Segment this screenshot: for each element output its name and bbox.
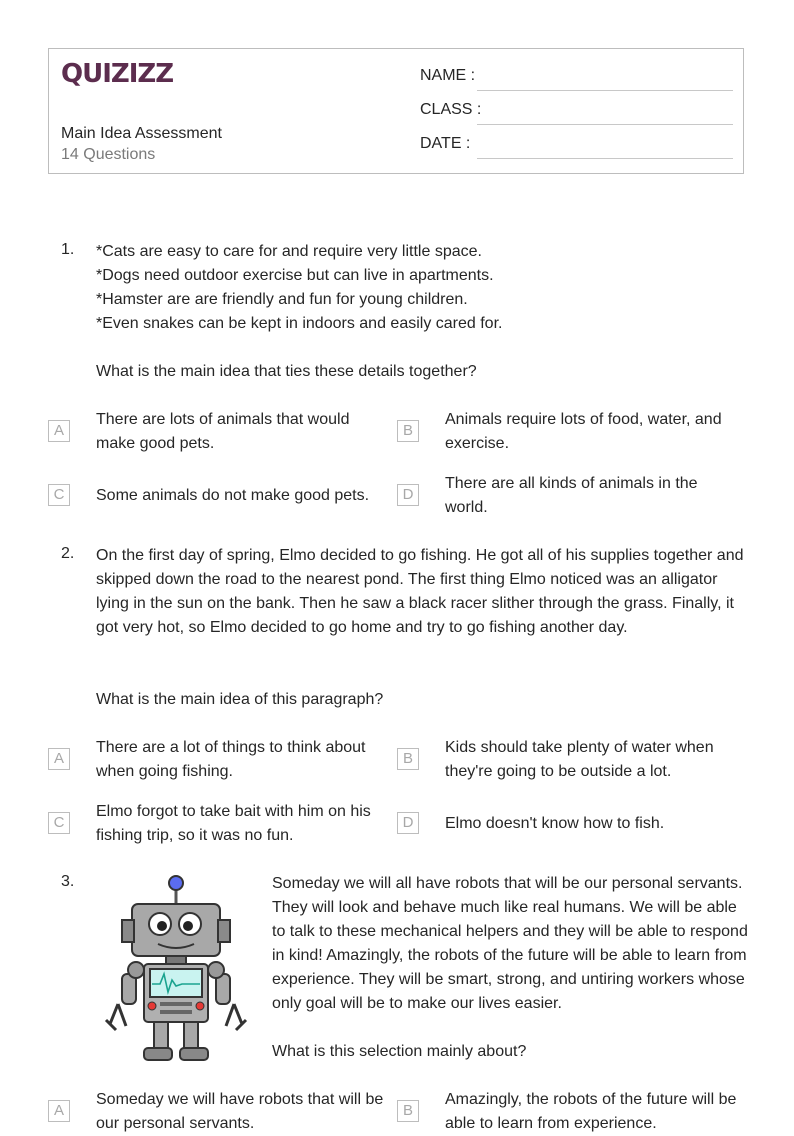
option-text[interactable]: Amazingly, the robots of the future will be able to learn from experience. (445, 1091, 737, 1132)
class-line[interactable] (477, 124, 733, 125)
option-letter-box[interactable]: A (48, 420, 70, 442)
question-number: 2. (61, 545, 75, 562)
worksheet-header (48, 48, 744, 174)
name-field[interactable] (420, 67, 733, 91)
robot-image (96, 874, 256, 1064)
option-text[interactable]: Animals require lots of food, water, and exercise. (445, 411, 722, 452)
option-text[interactable]: Kids should take plenty of water when they're going to be outside a lot. (445, 739, 714, 780)
option-letter-box[interactable]: B (397, 748, 419, 770)
option-text[interactable]: Someday we will have robots that will be our personal servants. (96, 1091, 384, 1132)
q1-detail-1: *Cats are easy to care for and require very little space. (96, 243, 482, 260)
option-text[interactable]: Elmo doesn't know how to fish. (445, 815, 665, 832)
option-text[interactable]: There are all kinds of animals in the world. (445, 475, 698, 516)
q1-detail-4: *Even snakes can be kept in indoors and easily cared for. (96, 315, 503, 332)
question-count: 14 Questions (61, 146, 156, 163)
quizizz-logo: QUIZIZZ (61, 59, 174, 89)
question-number: 3. (61, 873, 75, 890)
worksheet-title: Main Idea Assessment (61, 125, 222, 142)
q3-passage: Someday we will all have robots that will be our personal servants. They will look and behave much like real humans. We will be able to talk to these mechanical helpers and they will be able to respond in kind! Amazingly, the robots of the future will be able to learn from experience. They will be smart, strong, and untiring workers whose only goal will be to make our lives easier. (272, 875, 748, 1012)
q3-prompt: What is this selection mainly about? (272, 1043, 527, 1060)
q1-detail-2: *Dogs need outdoor exercise but can live in apartments. (96, 267, 494, 284)
option-letter-box[interactable]: D (397, 484, 419, 506)
q2-passage: On the first day of spring, Elmo decided to go fishing. He got all of his supplies together and skipped down the road to the nearest pond. The first thing Elmo noticed was an alligator lying in the sun on the bank. Then he saw a black racer slither through the grass. Finally, it got very hot, so Elmo decided to go home and try to go fishing another day. (96, 547, 744, 636)
option-letter-box[interactable]: C (48, 484, 70, 506)
option-letter-box[interactable]: C (48, 812, 70, 834)
option-text[interactable]: Elmo forgot to take bait with him on his fishing trip, so it was no fun. (96, 803, 371, 844)
option-text[interactable]: Some animals do not make good pets. (96, 487, 370, 504)
option-letter-box[interactable]: B (397, 1100, 419, 1122)
date-field[interactable] (420, 135, 733, 159)
class-field[interactable] (420, 101, 733, 125)
date-label: DATE : (420, 135, 471, 152)
q1-detail-3: *Hamster are are friendly and fun for young children. (96, 291, 468, 308)
option-letter-box[interactable]: A (48, 748, 70, 770)
name-label: NAME : (420, 67, 476, 84)
class-label: CLASS : (420, 101, 482, 118)
option-text[interactable]: There are a lot of things to think about when going fishing. (96, 739, 366, 780)
q1-prompt: What is the main idea that ties these details together? (96, 363, 477, 380)
option-text[interactable]: There are lots of animals that would make good pets. (96, 411, 350, 452)
name-line[interactable] (477, 90, 733, 91)
q2-prompt: What is the main idea of this paragraph? (96, 691, 384, 708)
question-number: 1. (61, 241, 75, 258)
option-letter-box[interactable]: D (397, 812, 419, 834)
option-letter-box[interactable]: B (397, 420, 419, 442)
date-line[interactable] (477, 158, 733, 159)
option-letter-box[interactable]: A (48, 1100, 70, 1122)
